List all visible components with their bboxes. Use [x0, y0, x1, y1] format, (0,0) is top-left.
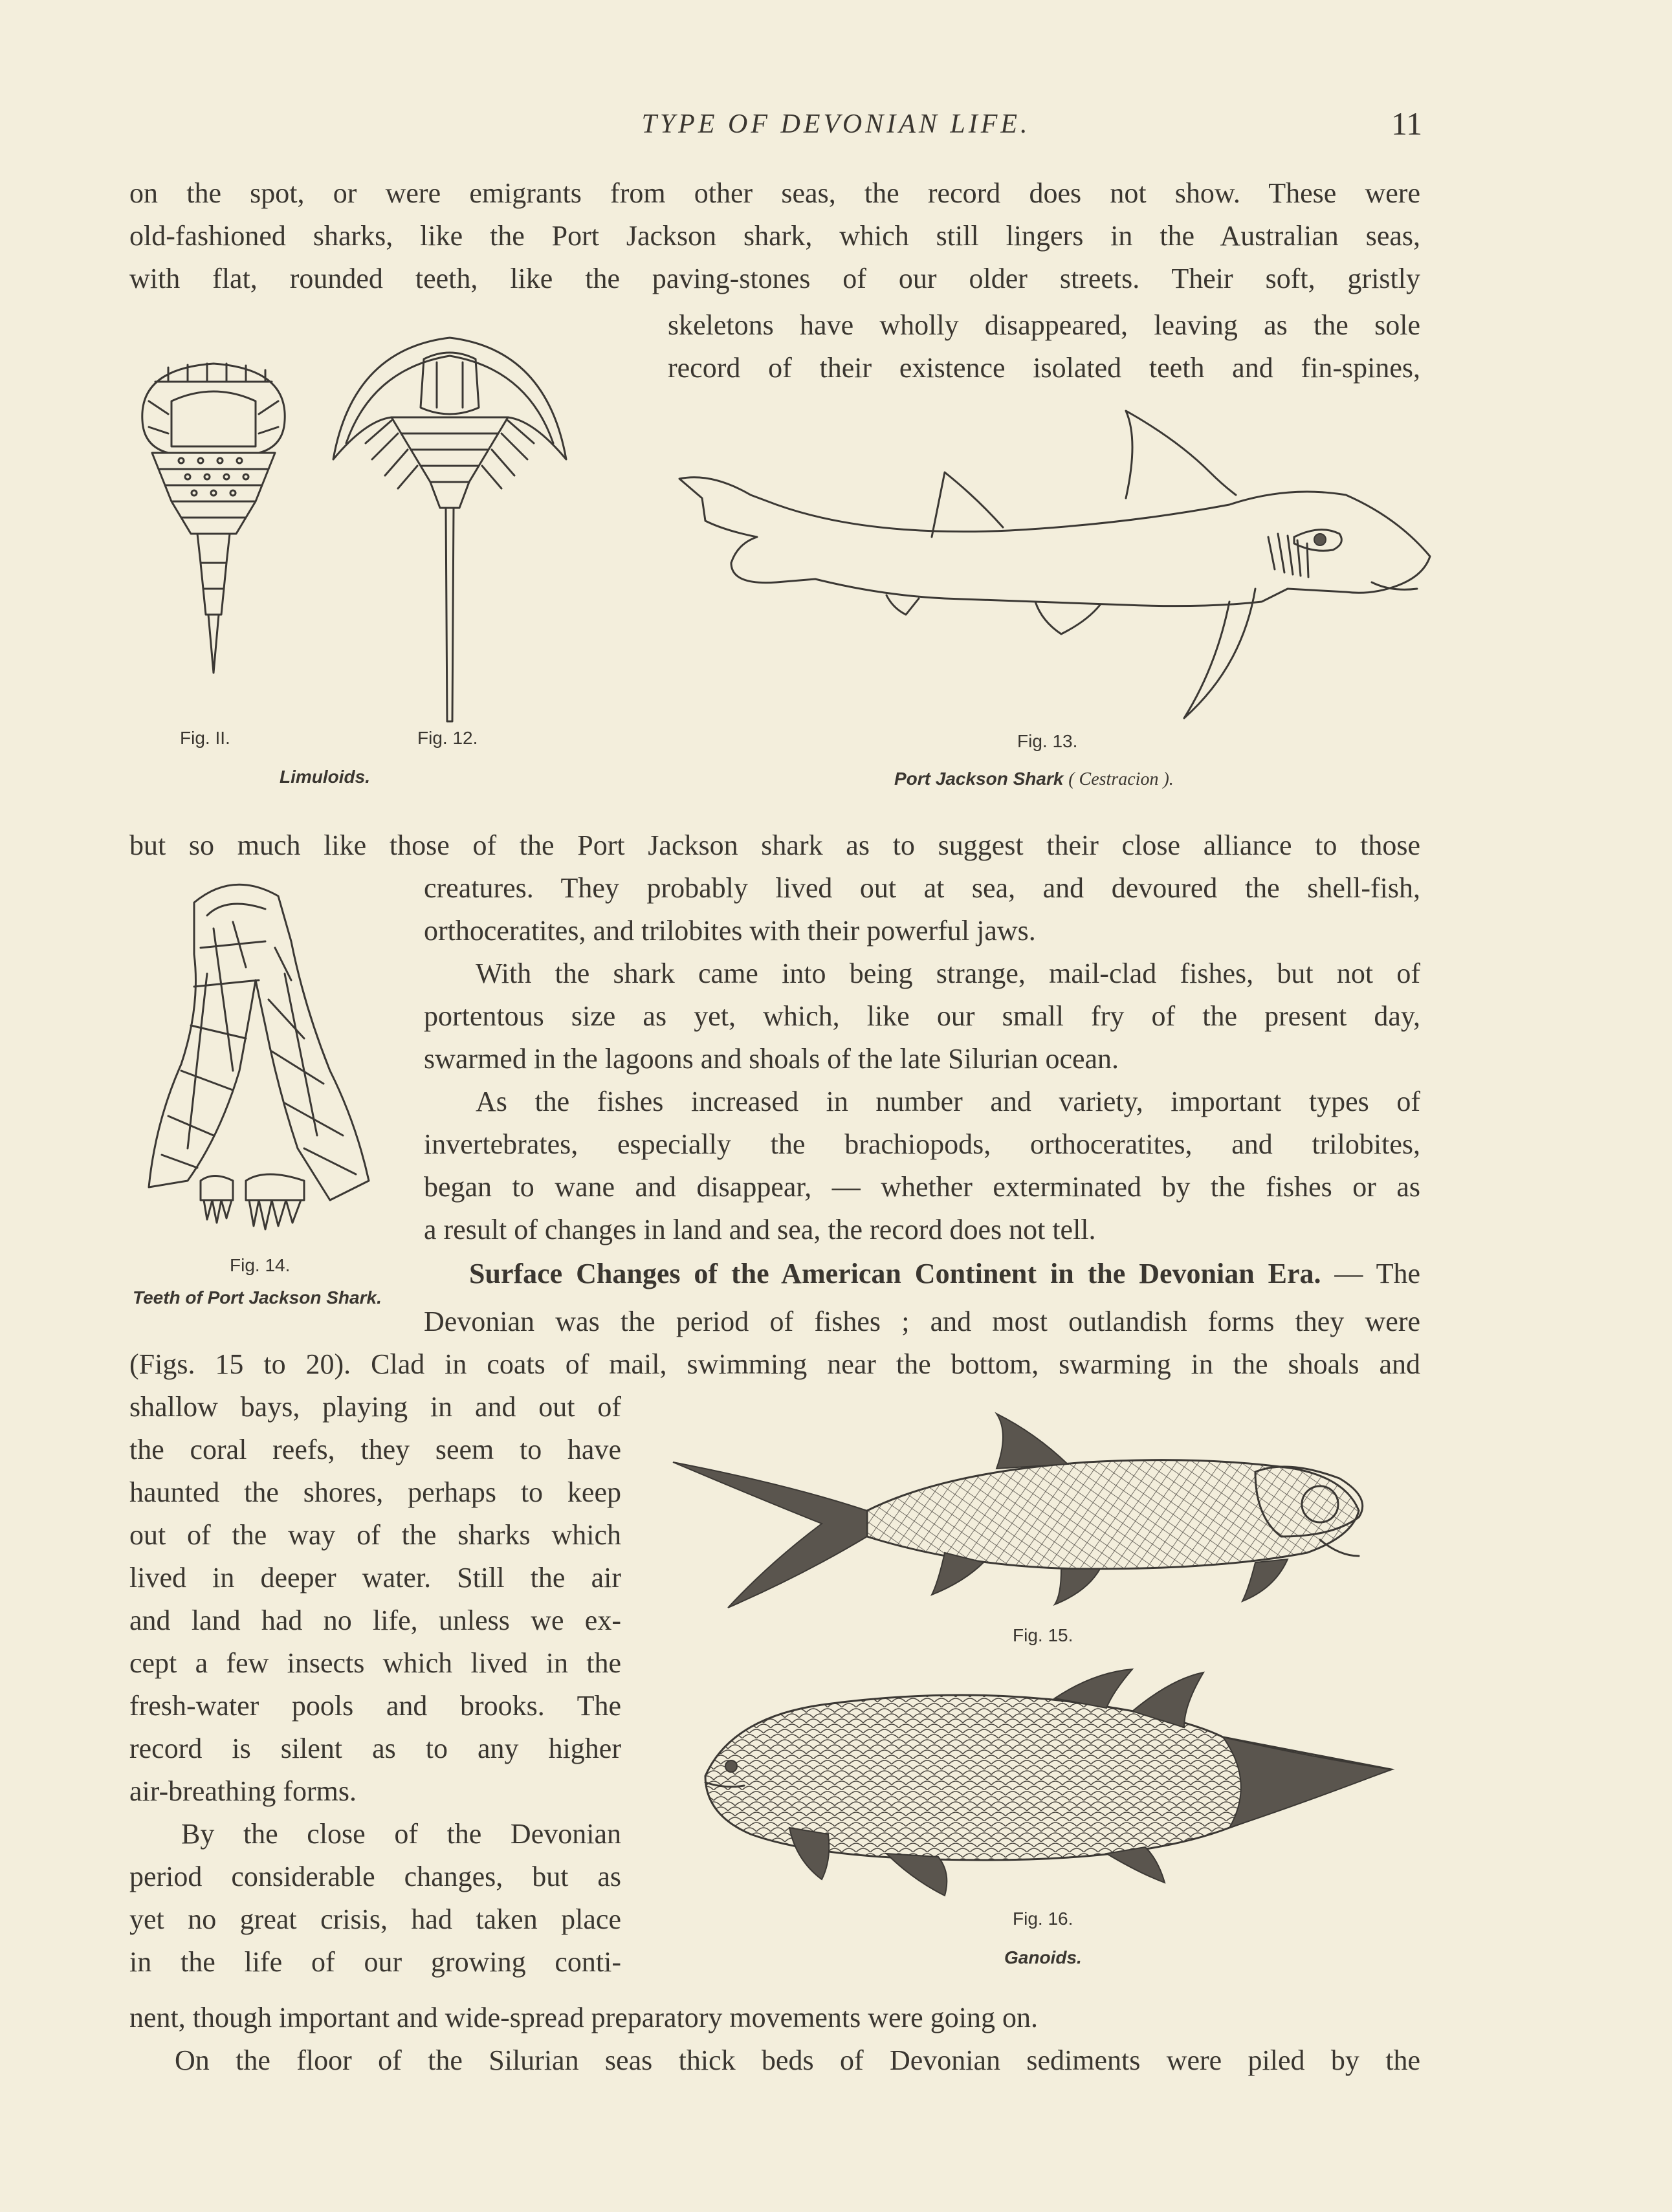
body-line: on the spot, or were emigrants from other seas, the record does not show. These were: [129, 177, 1420, 209]
body-line: a result of changes in land and sea, the record does not tell.: [424, 1214, 1096, 1245]
fig-15-16-caption: Ganoids.: [1004, 1947, 1082, 1967]
body-line: skeletons have wholly disappeared, leaving as the sole: [668, 309, 1420, 341]
body-line: haunted the shores, perhaps to keep: [129, 1476, 621, 1508]
body-line: creatures. They probably lived out at sea, and devoured the shell-fish,: [424, 872, 1420, 904]
fig-13-label: Fig. 13.: [1017, 731, 1078, 751]
fig-12-label: Fig. 12.: [417, 728, 478, 748]
page-number: 11: [1391, 105, 1423, 142]
body-line: but so much like those of the Port Jackson shark as to suggest their close alliance to those: [129, 829, 1420, 861]
shark-teeth-illustration: [136, 877, 395, 1239]
body-line: and land had no life, unless we ex-: [129, 1604, 621, 1636]
section-heading-line: [469, 1253, 1420, 1295]
fig-11-label: Fig. II.: [180, 728, 230, 748]
body-line: air-breathing forms.: [129, 1775, 357, 1807]
body-line: in the life of our growing conti-: [129, 1946, 621, 1978]
fig-11-12-caption: Limuloids.: [280, 767, 370, 787]
body-line: began to wane and disappear, — whether exterminated by the fishes or as: [424, 1171, 1420, 1203]
body-line: fresh-water pools and brooks. The: [129, 1690, 621, 1722]
fig-13-caption-name: Port Jackson Shark: [894, 769, 1064, 789]
body-line: yet no great crisis, had taken place: [129, 1903, 621, 1935]
body-line: old-fashioned sharks, like the Port Jackson shark, which still lingers in the Australian seas,: [129, 220, 1420, 252]
port-jackson-shark-illustration: [673, 408, 1436, 738]
body-line: record of their existence isolated teeth and fin-spines,: [668, 352, 1420, 384]
section-heading: Surface Changes of the American Continent in the Devonian Era.: [469, 1258, 1321, 1289]
body-line: Devonian was the period of fishes ; and most outlandish forms they were: [424, 1306, 1420, 1337]
body-line: By the close of the Devonian: [181, 1818, 621, 1850]
body-line: period considerable changes, but as: [129, 1861, 621, 1892]
ganoid-fig-15-illustration: [673, 1407, 1436, 1621]
body-line: With the shark came into being strange, mail-clad fishes, but not of: [476, 958, 1420, 989]
body-line: cept a few insects which lived in the: [129, 1647, 621, 1679]
running-header-title: TYPE OF DEVONIAN LIFE.: [641, 109, 1031, 139]
body-line: invertebrates, especially the brachiopods, orthoceratites, and trilobites,: [424, 1128, 1420, 1160]
body-line: shallow bays, playing in and out of: [129, 1391, 621, 1423]
body-line: (Figs. 15 to 20). Clad in coats of mail, swimming near the bottom, swarming in the shoals and: [129, 1348, 1420, 1380]
body-line: portentous size as yet, which, like our small fry of the present day,: [424, 1000, 1420, 1032]
fig-13-caption-scientific: ( Cestracion ).: [1068, 769, 1174, 789]
section-heading-tail: — The: [1321, 1258, 1420, 1289]
fig-16-label: Fig. 16.: [1013, 1909, 1073, 1929]
fig-13-caption: [894, 769, 1174, 790]
body-line: On the floor of the Silurian seas thick beds of Devonian sediments were piled by the: [175, 2044, 1420, 2076]
limuloid-fig-11-illustration: [129, 356, 298, 679]
limuloid-fig-12-illustration: [327, 330, 573, 725]
body-line: the coral reefs, they seem to have: [129, 1434, 621, 1465]
body-line: As the fishes increased in number and variety, important types of: [476, 1086, 1420, 1117]
ganoid-fig-16-illustration: [692, 1666, 1398, 1902]
fig-15-label: Fig. 15.: [1013, 1625, 1073, 1645]
body-line: record is silent as to any higher: [129, 1733, 621, 1764]
body-line: orthoceratites, and trilobites with their powerful jaws.: [424, 915, 1036, 947]
body-line: out of the way of the sharks which: [129, 1519, 621, 1551]
body-line: nent, though important and wide-spread preparatory movements were going on.: [129, 2002, 1038, 2033]
fig-14-caption: Teeth of Port Jackson Shark.: [133, 1287, 382, 1308]
body-line: lived in deeper water. Still the air: [129, 1562, 621, 1593]
body-line: with flat, rounded teeth, like the paving-stones of our older streets. Their soft, gristly: [129, 263, 1420, 294]
fig-14-label: Fig. 14.: [230, 1255, 291, 1275]
body-line: swarmed in the lagoons and shoals of the late Silurian ocean.: [424, 1043, 1119, 1075]
